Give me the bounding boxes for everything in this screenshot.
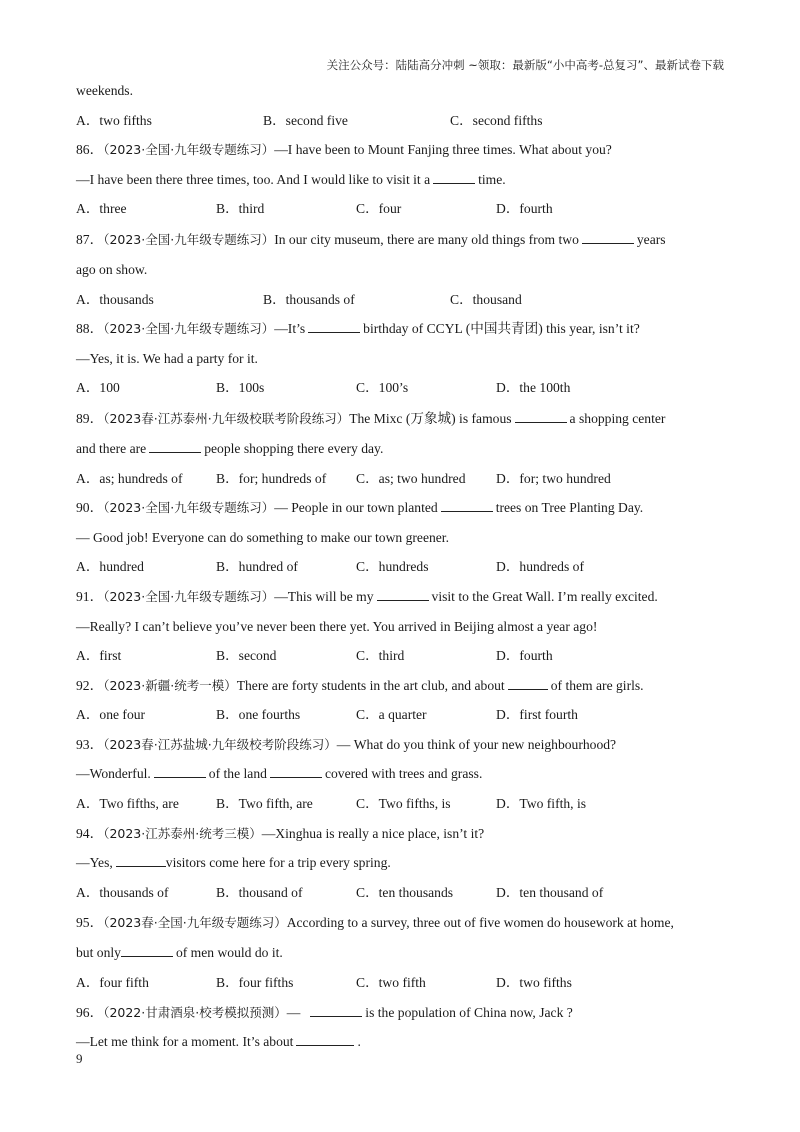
q94-option-b[interactable]: B．thousand of xyxy=(216,884,303,900)
q85-option-c[interactable]: C．second fifths xyxy=(450,112,543,128)
q88-blank xyxy=(308,320,360,333)
q92-option-b[interactable]: B．one fourths xyxy=(216,707,301,723)
q94-stem-text-a: —Xinghua is really a nice place, isn’t it? xyxy=(261,825,485,841)
q95-number: 95． xyxy=(76,915,104,931)
q89-stem-text-b: a shopping center xyxy=(569,410,666,426)
q94-blank xyxy=(116,854,166,867)
q93-line2 xyxy=(76,759,726,789)
q95-line2-text-b: of men would do it. xyxy=(175,945,283,961)
q88-option-b[interactable]: B．100s xyxy=(216,380,265,396)
q96-line2 xyxy=(76,1027,726,1057)
q90-option-b[interactable]: B．hundred of xyxy=(216,559,298,575)
q90-stem-text-a: — People in our town planted xyxy=(274,500,438,516)
page-number: 9 xyxy=(76,1051,83,1066)
q87-stem-text-a: In our city museum, there are many old things from two xyxy=(274,231,579,247)
q86-option-c[interactable]: C．four xyxy=(356,201,402,217)
q91-option-b[interactable]: B．second xyxy=(216,648,277,664)
q93-line2-text-b: of the land xyxy=(208,766,267,782)
q88-stem-text-a: —It’s xyxy=(274,321,306,337)
q94-line2 xyxy=(76,848,726,878)
q90-option-a[interactable]: A．hundred xyxy=(76,559,144,575)
q92-option-c[interactable]: C．a quarter xyxy=(356,707,427,723)
q88-option-c[interactable]: C．100’s xyxy=(356,380,409,396)
q87-options xyxy=(76,285,726,315)
q93-option-c[interactable]: C．Two fifths, is xyxy=(356,796,451,812)
q85-options xyxy=(76,106,726,136)
q93-option-b[interactable]: B．Two fifth, are xyxy=(216,796,313,812)
q93-stem xyxy=(76,730,726,760)
q89-option-b[interactable]: B．for; hundreds of xyxy=(216,470,327,486)
q93-blank-1 xyxy=(154,765,206,778)
q88-line2: —Yes, it is. We had a party for it. xyxy=(76,350,258,366)
q88-number: 88． xyxy=(76,321,104,337)
q90-options xyxy=(76,552,726,582)
q93-number: 93． xyxy=(76,736,104,752)
q93-source: （2023春·江苏盐城·九年级校考阶段练习） xyxy=(103,736,337,752)
q93-line2-text-c: covered with trees and grass. xyxy=(324,766,483,782)
q86-line2-text-b: time. xyxy=(478,171,506,187)
q87-source: （2023·全国·九年级专题练习） xyxy=(103,231,275,247)
q88-options xyxy=(76,373,726,403)
q92-options xyxy=(76,700,726,730)
q90-number: 90． xyxy=(76,500,104,516)
q91-source: （2023·全国·九年级专题练习） xyxy=(103,588,275,604)
q95-stem xyxy=(76,907,726,938)
q96-line2-text-b: . xyxy=(357,1034,361,1050)
q86-line2 xyxy=(76,165,726,195)
q89-option-a[interactable]: A．as; hundreds of xyxy=(76,470,183,486)
q89-line2-text-a: and there are xyxy=(76,440,147,456)
q94-number: 94． xyxy=(76,825,104,841)
q91-line2: —Really? I can’t believe you’ve never been there yet. You arrived in Beijing almost a year ago! xyxy=(76,618,598,634)
q92-option-d[interactable]: D．first fourth xyxy=(496,707,578,723)
q86-stem-text: —I have been to Mount Fanjing three times. What about you? xyxy=(274,142,612,158)
q87-option-a[interactable]: A．thousands xyxy=(76,291,154,307)
q95-option-d[interactable]: D．two fifths xyxy=(496,975,572,991)
q89-line2-text-b: people shopping there every day. xyxy=(204,440,384,456)
q87-number: 87． xyxy=(76,231,104,247)
q93-option-d[interactable]: D．Two fifth, is xyxy=(496,796,587,812)
q93-option-a[interactable]: A．Two fifths, are xyxy=(76,796,179,812)
q91-option-d[interactable]: D．fourth xyxy=(496,648,553,664)
q87-option-c[interactable]: C．thousand xyxy=(450,291,522,307)
q93-stem-text-a: — What do you think of your new neighbourhood? xyxy=(336,736,617,752)
q95-options xyxy=(76,968,726,998)
q95-line2-text-a: but only xyxy=(76,945,121,961)
q91-stem-text-a: —This will be my xyxy=(274,588,374,604)
q91-options xyxy=(76,641,726,671)
q94-option-c[interactable]: C．ten thousands xyxy=(356,884,454,900)
q86-number: 86． xyxy=(76,142,104,158)
q89-number: 89． xyxy=(76,410,104,426)
q86-stem xyxy=(76,135,726,165)
q92-number: 92． xyxy=(76,677,104,693)
q91-number: 91． xyxy=(76,588,104,604)
q95-option-a[interactable]: A．four fifth xyxy=(76,975,149,991)
q96-blank-1 xyxy=(310,1004,362,1017)
q89-stem-text-a: The Mixc (万象城) is famous xyxy=(349,410,512,426)
q94-option-d[interactable]: D．ten thousand of xyxy=(496,884,604,900)
q87-option-b[interactable]: B．thousands of xyxy=(263,291,355,307)
q88-option-a[interactable]: A．100 xyxy=(76,380,120,396)
q87-blank xyxy=(582,231,634,244)
q90-option-c[interactable]: C．hundreds xyxy=(356,559,429,575)
q91-stem xyxy=(76,582,726,612)
q90-stem xyxy=(76,493,726,523)
lead-text: weekends. xyxy=(76,83,133,98)
q85-option-a[interactable]: A．two fifths xyxy=(76,112,152,128)
q95-stem-text-a: According to a survey, three out of five women do housework at home, xyxy=(286,915,674,931)
q93-line2-text-a: —Wonderful. xyxy=(76,766,151,782)
q96-blank-2 xyxy=(296,1033,354,1046)
q92-stem-text-b: of them are girls. xyxy=(550,677,644,693)
q95-option-b[interactable]: B．four fifths xyxy=(216,975,294,991)
q92-stem-text-a: There are forty students in the art club, and about xyxy=(236,677,505,693)
q94-source: （2023·江苏泰州·统考三模） xyxy=(103,825,262,841)
q90-option-d[interactable]: D．hundreds of xyxy=(496,559,584,575)
question-list xyxy=(76,76,726,1057)
q95-line2 xyxy=(76,938,726,968)
q90-blank xyxy=(441,499,493,512)
q94-stem xyxy=(76,819,726,849)
q86-option-a[interactable]: A．three xyxy=(76,201,127,217)
q96-stem xyxy=(76,998,726,1028)
q90-line2: — Good job! Everyone can do something to make our town greener. xyxy=(76,529,449,545)
q91-blank xyxy=(377,588,429,601)
q89-blank-1 xyxy=(515,410,567,423)
q93-options xyxy=(76,789,726,819)
q87-stem-text-b: years xyxy=(636,231,666,247)
q94-options xyxy=(76,878,726,908)
q86-options xyxy=(76,194,726,224)
q88-stem-text-b: birthday of CCYL (中国共青团) this year, isn’t it? xyxy=(363,321,640,337)
q90-source: （2023·全国·九年级专题练习） xyxy=(103,500,275,516)
q90-stem-text-b: trees on Tree Planting Day. xyxy=(495,500,644,516)
q92-source: （2023·新疆·统考一模） xyxy=(103,677,237,693)
q92-option-a[interactable]: A．one four xyxy=(76,707,146,723)
q95-blank xyxy=(121,944,173,957)
q95-option-c[interactable]: C．two fifth xyxy=(356,975,426,991)
q86-option-b[interactable]: B．third xyxy=(216,201,265,217)
q91-option-c[interactable]: C．third xyxy=(356,648,405,664)
q96-source: （2022·甘肃酒泉·校考模拟预测） xyxy=(103,1004,287,1020)
q88-source: （2023·全国·九年级专题练习） xyxy=(103,321,275,337)
q87-line2: ago on show. xyxy=(76,261,148,277)
q92-stem xyxy=(76,671,726,701)
q96-line2-text-a: —Let me think for a moment. It’s about xyxy=(76,1034,294,1050)
q86-source: （2023·全国·九年级专题练习） xyxy=(103,142,275,158)
q86-line2-text-a: —I have been there three times, too. And I would like to visit it a xyxy=(76,171,431,187)
page-header: 关注公众号：陆陆高分冲刺 ~领取：最新版“小中高考-总复习”、最新试卷下载 xyxy=(326,58,724,72)
q96-stem-text-a: — xyxy=(286,1004,301,1020)
q89-line2 xyxy=(76,434,726,464)
q89-source: （2023春·江苏泰州·九年级校联考阶段练习） xyxy=(103,410,350,426)
q91-option-a[interactable]: A．first xyxy=(76,648,122,664)
q89-blank-2 xyxy=(149,440,201,453)
q92-blank xyxy=(508,677,548,690)
q86-blank xyxy=(433,171,475,184)
q96-stem-text-b: is the population of China now, Jack ? xyxy=(365,1004,573,1020)
q89-stem xyxy=(76,403,726,434)
q86-option-d[interactable]: D．fourth xyxy=(496,201,553,217)
q94-line2-text-b: visitors come here for a trip every spring. xyxy=(165,855,391,871)
q85-option-b[interactable]: B．second five xyxy=(263,112,348,128)
q95-source: （2023春·全国·九年级专题练习） xyxy=(103,915,287,931)
q91-stem-text-b: visit to the Great Wall. I’m really excited. xyxy=(431,588,658,604)
q89-option-d[interactable]: D．for; two hundred xyxy=(496,470,611,486)
q96-number: 96． xyxy=(76,1004,104,1020)
q94-line2-text-a: —Yes, xyxy=(76,855,113,871)
q89-option-c[interactable]: C．as; two hundred xyxy=(356,470,466,486)
q94-option-a[interactable]: A．thousands of xyxy=(76,884,169,900)
q88-stem xyxy=(76,314,726,344)
q93-blank-2 xyxy=(270,765,322,778)
q89-options xyxy=(76,464,726,494)
q88-option-d[interactable]: D．the 100th xyxy=(496,380,571,396)
q87-stem xyxy=(76,224,726,255)
